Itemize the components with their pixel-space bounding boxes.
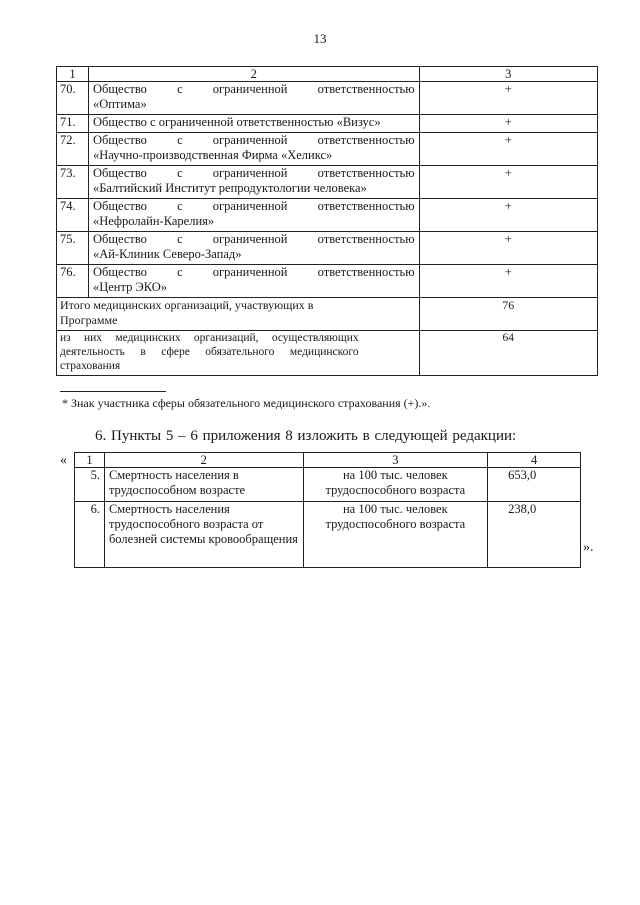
org-name: Общество с ограниченной ответственностью «Ай-Клиник Северо-Запад» bbox=[88, 232, 419, 265]
org-name: Общество с ограниченной ответственностью «Оптима» bbox=[88, 82, 419, 115]
indicator-name: Смертность населения в трудоспособном возрасте bbox=[104, 468, 303, 502]
table-header-row bbox=[57, 67, 598, 82]
row-number: 72. bbox=[57, 133, 89, 166]
oms-row bbox=[57, 331, 598, 376]
table-row bbox=[57, 82, 598, 115]
participant-mark: + bbox=[419, 115, 597, 133]
row-number: 70. bbox=[57, 82, 89, 115]
row-number: 74. bbox=[57, 199, 89, 232]
org-name: Общество с ограниченной ответственностью «Научно-производственная Фирма «Хеликс» bbox=[88, 133, 419, 166]
total-label: Итого медицинских организаций, участвующих в Программе bbox=[57, 298, 420, 331]
total-row bbox=[57, 298, 598, 331]
opening-quote: « bbox=[60, 453, 67, 468]
participant-mark: + bbox=[419, 166, 597, 199]
participant-mark: + bbox=[419, 232, 597, 265]
oms-label: из них медицинских организаций, осуществляющих деятельность в сфере обязательного медицинского страхования bbox=[57, 331, 420, 376]
indicator-unit: на 100 тыс. человек трудоспособного возраста bbox=[303, 468, 488, 502]
closing-quote: ». bbox=[583, 540, 594, 555]
header-cell: 1 bbox=[75, 453, 105, 468]
header-cell: 1 bbox=[57, 67, 89, 82]
table-header-row bbox=[75, 453, 581, 468]
participant-mark: + bbox=[419, 133, 597, 166]
footnote: * Знак участника сферы обязательного медицинского страхования (+).». bbox=[62, 396, 431, 410]
amendment-paragraph: 6. Пункты 5 – 6 приложения 8 изложить в следующей редакции: bbox=[95, 428, 517, 444]
table-row bbox=[57, 199, 598, 232]
org-name: Общество с ограниченной ответственностью «Визус» bbox=[88, 115, 419, 133]
row-number: 73. bbox=[57, 166, 89, 199]
indicators-table bbox=[74, 452, 581, 568]
row-number: 6. bbox=[75, 502, 105, 568]
org-name: Общество с ограниченной ответственностью «Нефролайн-Карелия» bbox=[88, 199, 419, 232]
table-row bbox=[57, 232, 598, 265]
total-value: 76 bbox=[419, 298, 597, 331]
row-number: 76. bbox=[57, 265, 89, 298]
page-number: 13 bbox=[313, 31, 327, 46]
indicator-unit: на 100 тыс. человек трудоспособного возраста bbox=[303, 502, 488, 568]
indicator-value: 238,0 bbox=[488, 502, 581, 568]
row-number: 75. bbox=[57, 232, 89, 265]
table-row bbox=[75, 502, 581, 568]
participant-mark: + bbox=[419, 265, 597, 298]
org-name: Общество с ограниченной ответственностью «Центр ЭКО» bbox=[88, 265, 419, 298]
table-row bbox=[75, 468, 581, 502]
participant-mark: + bbox=[419, 82, 597, 115]
org-name: Общество с ограниченной ответственностью «Балтийский Институт репродуктологии человека» bbox=[88, 166, 419, 199]
header-cell: 3 bbox=[303, 453, 488, 468]
table-row bbox=[57, 265, 598, 298]
row-number: 71. bbox=[57, 115, 89, 133]
table-row bbox=[57, 166, 598, 199]
oms-value: 64 bbox=[419, 331, 597, 376]
footnote-divider bbox=[60, 391, 166, 392]
header-cell: 2 bbox=[88, 67, 419, 82]
indicator-value: 653,0 bbox=[488, 468, 581, 502]
header-cell: 2 bbox=[104, 453, 303, 468]
header-cell: 3 bbox=[419, 67, 597, 82]
participant-mark: + bbox=[419, 199, 597, 232]
table-row bbox=[57, 133, 598, 166]
row-number: 5. bbox=[75, 468, 105, 502]
header-cell: 4 bbox=[488, 453, 581, 468]
organizations-table bbox=[56, 66, 598, 376]
table-row bbox=[57, 115, 598, 133]
indicator-name: Смертность населения трудоспособного возраста от болезней системы кровообращения bbox=[104, 502, 303, 568]
